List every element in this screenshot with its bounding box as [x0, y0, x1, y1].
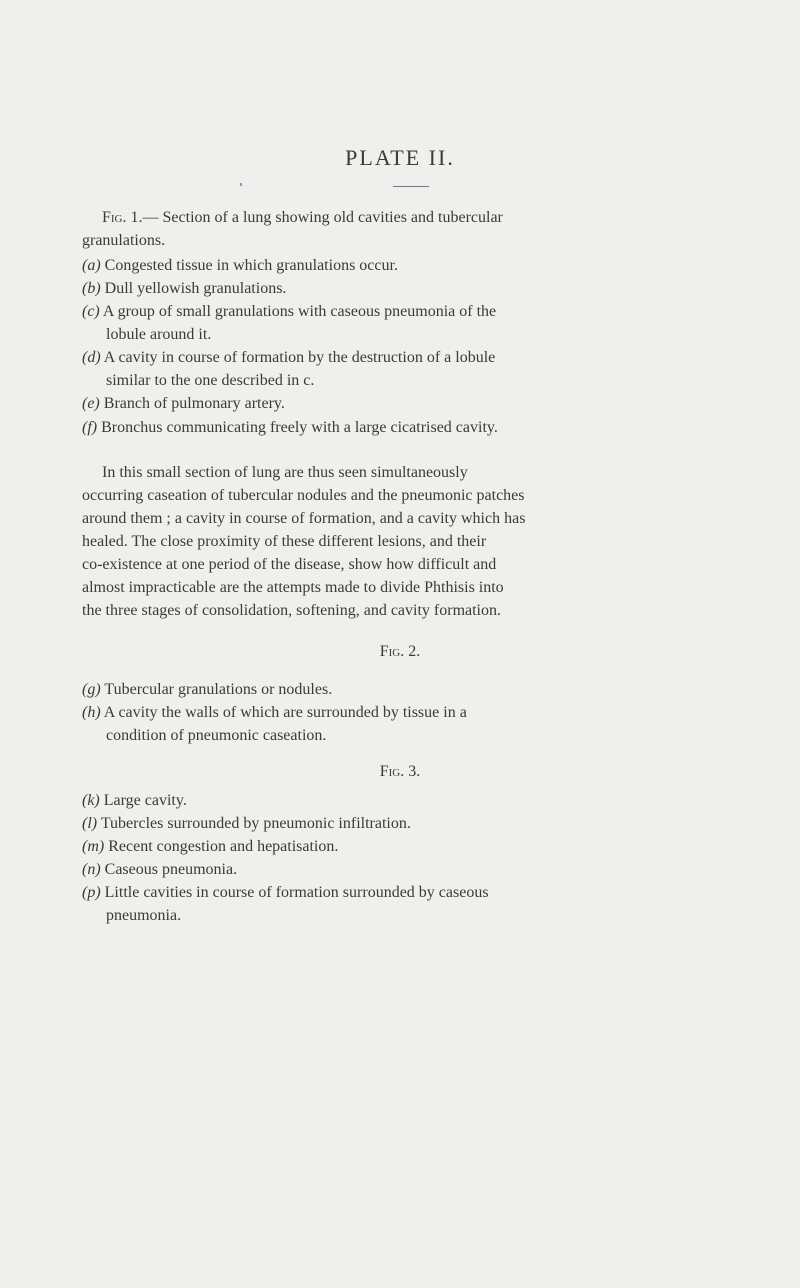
- fig1-item-text: Dull yellowish granulations.: [104, 280, 287, 297]
- fig1-item-text: Branch of pulmonary artery.: [103, 395, 285, 412]
- fig1-item-key: (f): [82, 419, 98, 436]
- fig2-item-key: (g): [82, 681, 101, 698]
- paragraph-line: In this small section of lung are thus seen simultaneously: [102, 464, 468, 481]
- paragraph-line: around them ; a cavity in course of formation, and a cavity which has: [82, 510, 526, 527]
- fig1-item-text: A cavity in course of formation by the destruction of a lobule: [103, 349, 496, 366]
- fig1-item-e: [82, 392, 285, 415]
- fig3-item-text: Tubercles surrounded by pneumonic infiltration.: [100, 815, 411, 832]
- fig3-item-text: Large cavity.: [103, 792, 187, 809]
- fig3-item-m: [82, 835, 338, 858]
- fig1-item-d-cont: similar to the one described in c.: [106, 372, 315, 389]
- fig3-item-p: [82, 881, 489, 904]
- printing-dot: [240, 183, 242, 186]
- fig2-item-text: A cavity the walls of which are surrounded by tissue in a: [103, 704, 467, 721]
- fig3-item-l: [82, 812, 411, 835]
- fig2-item-h: [82, 701, 467, 724]
- fig1-item-c: [82, 300, 496, 323]
- fig1-item-f: [82, 416, 498, 439]
- fig2-item-g: [82, 678, 332, 701]
- fig1-item-key: (b): [82, 280, 101, 297]
- paragraph-line: healed. The close proximity of these different lesions, and their: [82, 533, 487, 550]
- fig1-item-key: (c): [82, 303, 100, 320]
- fig1-item-key: (a): [82, 257, 101, 274]
- fig1-item-c-cont: lobule around it.: [106, 326, 212, 343]
- fig1-item-d: [82, 346, 495, 369]
- fig3-item-text: Caseous pneumonia.: [104, 861, 238, 878]
- paragraph-line: the three stages of consolidation, softening, and cavity formation.: [82, 602, 501, 619]
- fig1-item-text: Congested tissue in which granulations occur.: [104, 257, 398, 274]
- fig3-item-key: (p): [82, 884, 101, 901]
- fig2-item-key: (h): [82, 704, 101, 721]
- fig1-item-key: (d): [82, 349, 101, 366]
- fig3-item-key: (k): [82, 792, 100, 809]
- fig3-heading: Fig. 3.: [379, 763, 421, 780]
- fig1-intro-line1: — Section of a lung showing old cavities and tubercular: [142, 209, 503, 226]
- fig1-item-text: Bronchus communicating freely with a large cicatrised cavity.: [101, 419, 498, 436]
- fig1-item-key: (e): [82, 395, 100, 412]
- fig2-item-text: Tubercular granulations or nodules.: [104, 681, 333, 698]
- paragraph-line: co-existence at one period of the disease, show how difficult and: [82, 556, 497, 573]
- fig3-item-text: Little cavities in course of formation surrounded by caseous: [104, 884, 489, 901]
- fig3-item-n: [82, 858, 237, 881]
- fig2-item-h-cont: condition of pneumonic caseation.: [106, 727, 327, 744]
- fig3-item-key: (n): [82, 861, 101, 878]
- fig1-item-b: [82, 277, 286, 300]
- fig1-item-a: [82, 254, 398, 277]
- fig1-item-text: A group of small granulations with caseous pneumonia of the: [102, 303, 497, 320]
- fig2-heading: Fig. 2.: [379, 643, 421, 660]
- fig3-item-text: Recent congestion and hepatisation.: [108, 838, 339, 855]
- fig3-item-key: (m): [82, 838, 105, 855]
- title-rule: [393, 186, 429, 187]
- paragraph-line: almost impracticable are the attempts made to divide Phthisis into: [82, 579, 504, 596]
- fig1-intro-line2: granulations.: [82, 232, 166, 249]
- fig1-heading: Fig. 1.: [102, 209, 143, 226]
- plate-title: PLATE II.: [345, 145, 455, 170]
- fig3-item-p-cont: pneumonia.: [106, 907, 182, 924]
- fig3-item-key: (l): [82, 815, 98, 832]
- fig3-item-k: [82, 789, 187, 812]
- paragraph-line: occurring caseation of tubercular nodules and the pneumonic patches: [82, 487, 525, 504]
